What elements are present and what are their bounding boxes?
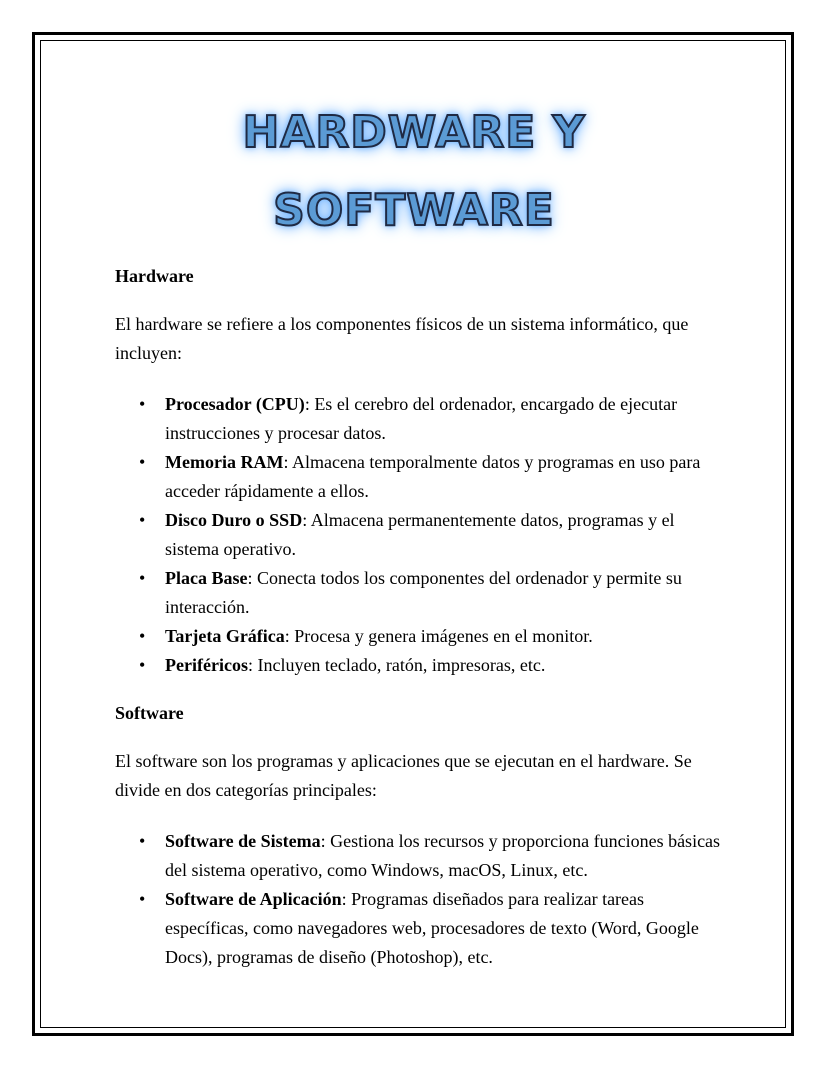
- item-term: Periféricos: [165, 655, 248, 675]
- item-desc: : Incluyen teclado, ratón, impresoras, etc.: [247, 655, 546, 675]
- item-desc: : Procesa y genera imágenes en el monitor.: [284, 626, 593, 646]
- item-term: Software de Sistema: [165, 831, 321, 851]
- software-heading: Software: [115, 703, 184, 723]
- list-item: [115, 885, 725, 972]
- title-line-1: HARDWARE Y: [242, 107, 586, 158]
- list-item: [115, 390, 725, 448]
- bullet-icon: •: [139, 831, 146, 851]
- item-term: Software de Aplicación: [165, 889, 342, 909]
- software-intro: El software son los programas y aplicaciones que se ejecutan en el hardware. Se divide en dos categorías principales:: [115, 751, 692, 800]
- bullet-icon: •: [139, 394, 146, 414]
- item-term: Disco Duro o SSD: [165, 510, 303, 530]
- bullet-icon: •: [139, 452, 146, 472]
- hardware-intro: El hardware se refiere a los componentes físicos de un sistema informático, que incluyen:: [115, 314, 689, 363]
- item-desc: : Conecta todos los componentes del ordenador y permite su interacción.: [165, 568, 682, 617]
- list-item: [115, 651, 725, 680]
- title-line-2: SOFTWARE: [273, 185, 555, 236]
- item-desc: : Almacena temporalmente datos y programas en uso para acceder rápidamente a ellos.: [165, 452, 701, 501]
- item-desc: : Gestiona los recursos y proporciona funciones básicas del sistema operativo, como Windows, macOS, Linux, etc.: [165, 831, 721, 880]
- hardware-list: [115, 390, 725, 680]
- bullet-icon: •: [139, 568, 146, 588]
- bullet-icon: •: [139, 655, 146, 675]
- list-item: [115, 506, 725, 564]
- list-item: [115, 448, 725, 506]
- item-desc: : Programas diseñados para realizar tareas específicas, como navegadores web, procesadores de texto (Word, Google Docs), programas de diseño (Photoshop), etc.: [165, 889, 699, 967]
- item-desc: : Es el cerebro del ordenador, encargado de ejecutar instrucciones y procesar datos.: [165, 394, 678, 443]
- document-body: [115, 262, 725, 972]
- item-desc: : Almacena permanentemente datos, programas y el sistema operativo.: [165, 510, 675, 559]
- hardware-heading: Hardware: [115, 266, 194, 286]
- list-item: [115, 564, 725, 622]
- software-list: [115, 827, 725, 972]
- item-term: Placa Base: [165, 568, 248, 588]
- item-term: Tarjeta Gráfica: [165, 626, 285, 646]
- bullet-icon: •: [139, 510, 146, 530]
- bullet-icon: •: [139, 626, 146, 646]
- list-item: [115, 622, 725, 651]
- list-item: [115, 827, 725, 885]
- item-term: Procesador (CPU): [165, 394, 305, 414]
- bullet-icon: •: [139, 889, 146, 909]
- item-term: Memoria RAM: [165, 452, 284, 472]
